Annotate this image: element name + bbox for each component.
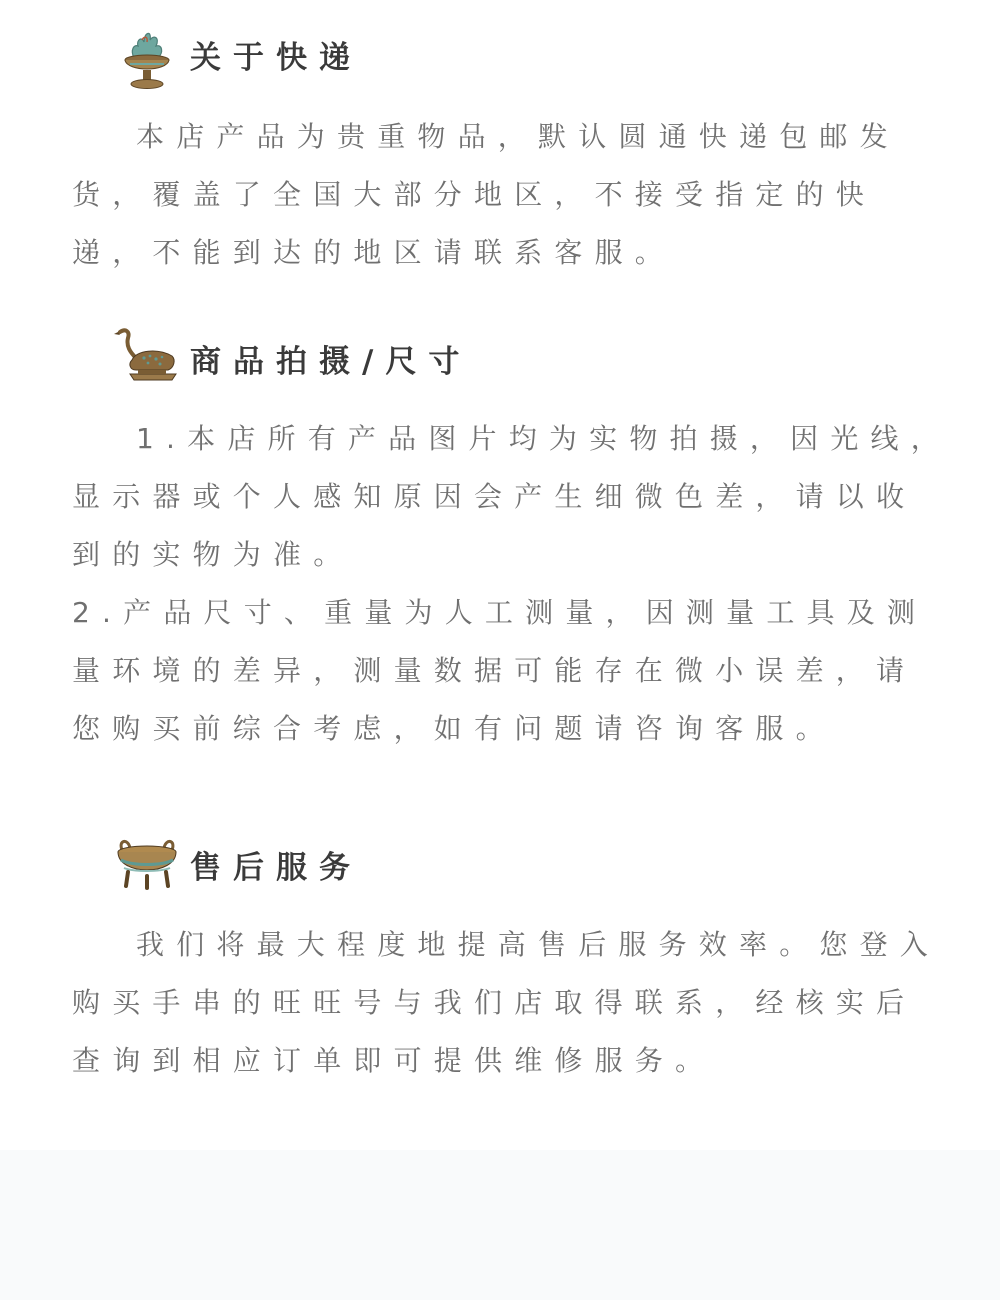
section-body-shipping bbox=[72, 108, 952, 282]
footer-band bbox=[0, 1150, 1000, 1300]
section-heading-photography-size bbox=[112, 320, 471, 396]
paragraph: 我们将最大程度地提高售后服务效率。您登入购买手串的旺旺号与我们店取得联系，经核实后查询到相应订单即可提供维修服务。 bbox=[72, 928, 941, 1077]
section-title-after-sales: 售后服务 bbox=[190, 849, 362, 886]
section-body-after-sales bbox=[72, 916, 952, 1090]
paragraph: 2.产品尺寸、重量为人工测量，因测量工具及测量环境的差异，测量数据可能存在微小误差，请您购买前综合考虑，如有问题请咨询客服。 bbox=[72, 596, 928, 745]
section-heading-after-sales bbox=[112, 826, 362, 902]
incense-burner-icon bbox=[112, 16, 182, 92]
paragraph: 1.本店所有产品图片均为实物拍摄，因光线，显示器或个人感知原因会产生细微色差，请以收到的实物为准。 bbox=[72, 422, 951, 571]
section-title-photography-size: 商品拍摄/尺寸 bbox=[190, 343, 472, 380]
paragraph: 本店产品为贵重物品，默认圆通快递包邮发货，覆盖了全国大部分地区，不接受指定的快递，不能到达的地区请联系客服。 bbox=[72, 120, 900, 269]
bronze-duck-icon bbox=[112, 320, 182, 396]
section-body-photography-size bbox=[72, 410, 952, 758]
section-heading-shipping bbox=[112, 16, 362, 92]
tripod-censer-icon bbox=[112, 826, 182, 902]
section-title-shipping: 关于快递 bbox=[190, 39, 362, 76]
